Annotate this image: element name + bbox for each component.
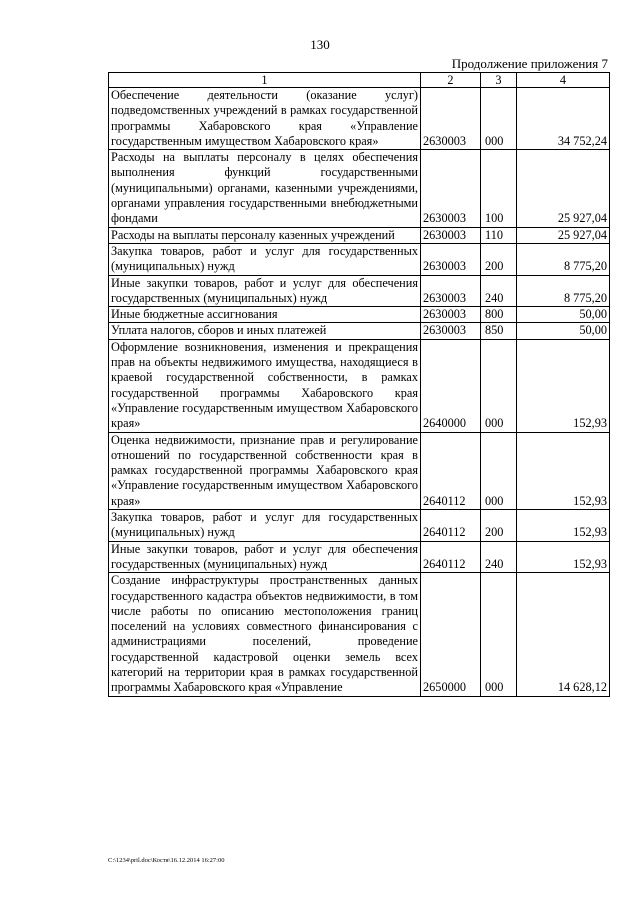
table-row [109, 227, 610, 243]
row-sum: 152,93 [517, 432, 610, 509]
row-csr: 2630003 [421, 150, 481, 227]
table-row [109, 275, 610, 307]
row-csr: 2630003 [421, 323, 481, 339]
row-csr: 2630003 [421, 307, 481, 323]
header-col-1: 1 [109, 73, 421, 88]
header-col-3: 3 [481, 73, 517, 88]
row-name: Иные закупки товаров, работ и услуг для обеспечения государственных (муниципальных) нужд [109, 541, 421, 573]
row-vr: 110 [481, 227, 517, 243]
header-col-2: 2 [421, 73, 481, 88]
table-row [109, 150, 610, 227]
row-vr: 240 [481, 275, 517, 307]
table-header-row [109, 73, 610, 88]
row-vr: 240 [481, 541, 517, 573]
row-sum: 50,00 [517, 323, 610, 339]
row-vr: 200 [481, 510, 517, 542]
row-csr: 2640112 [421, 432, 481, 509]
table-row [109, 573, 610, 696]
row-name: Уплата налогов, сборов и иных платежей [109, 323, 421, 339]
row-vr: 200 [481, 243, 517, 275]
row-name: Создание инфраструктуры пространственных данных государственного кадастра объектов недвижимости, в том числе работы по описанию местоположения границ поселений на условиях совместного финансирования с администрациями поселений, проведение государственной кадастровой оценки земель всех категорий на территории края в рамках государственной программы Хабаровского края «Управление [109, 573, 421, 696]
row-sum: 152,93 [517, 510, 610, 542]
row-sum: 50,00 [517, 307, 610, 323]
row-csr: 2640000 [421, 339, 481, 432]
row-sum: 8 775,20 [517, 275, 610, 307]
budget-table [108, 72, 610, 697]
table-row [109, 323, 610, 339]
row-sum: 25 927,04 [517, 227, 610, 243]
continuation-caption: Продолжение приложения 7 [451, 56, 608, 71]
row-vr: 000 [481, 88, 517, 150]
row-sum: 152,93 [517, 541, 610, 573]
table-row [109, 541, 610, 573]
file-path-footer: C:\1234\pril.doc\Костя\16.12.2014 16:27:00 [108, 857, 225, 864]
table-row [109, 510, 610, 542]
table-row [109, 307, 610, 323]
row-sum: 34 752,24 [517, 88, 610, 150]
row-name: Закупка товаров, работ и услуг для государственных (муниципальных) нужд [109, 243, 421, 275]
table-row [109, 243, 610, 275]
row-vr: 000 [481, 573, 517, 696]
row-csr: 2630003 [421, 243, 481, 275]
row-sum: 25 927,04 [517, 150, 610, 227]
row-csr: 2640112 [421, 541, 481, 573]
row-vr: 850 [481, 323, 517, 339]
row-name: Иные бюджетные ассигнования [109, 307, 421, 323]
row-name: Закупка товаров, работ и услуг для государственных (муниципальных) нужд [109, 510, 421, 542]
row-vr: 800 [481, 307, 517, 323]
row-csr: 2640112 [421, 510, 481, 542]
row-sum: 14 628,12 [517, 573, 610, 696]
row-vr: 100 [481, 150, 517, 227]
row-vr: 000 [481, 339, 517, 432]
row-csr: 2630003 [421, 227, 481, 243]
row-sum: 8 775,20 [517, 243, 610, 275]
row-csr: 2630003 [421, 88, 481, 150]
row-csr: 2650000 [421, 573, 481, 696]
header-col-4: 4 [517, 73, 610, 88]
row-name: Оформление возникновения, изменения и прекращения прав на объекты недвижимого имущества, находящиеся в краевой государственной собственности, в рамках государственной программы Хабаровского края «Управление государственным имуществом Хабаровского края» [109, 339, 421, 432]
row-vr: 000 [481, 432, 517, 509]
row-sum: 152,93 [517, 339, 610, 432]
table-row [109, 339, 610, 432]
row-name: Иные закупки товаров, работ и услуг для обеспечения государственных (муниципальных) нужд [109, 275, 421, 307]
page-number: 130 [310, 37, 330, 52]
row-name: Оценка недвижимости, признание прав и регулирование отношений по государственной собственности края в рамках государственной программы Хабаровского края «Управление государственным имуществом Хабаровского края» [109, 432, 421, 509]
table-row [109, 88, 610, 150]
row-name: Расходы на выплаты персоналу в целях обеспечения выполнения функций государственными (муниципальными) органами, казенными учреждениями, органами управления государственными внебюджетными фондами [109, 150, 421, 227]
table-row [109, 432, 610, 509]
row-name: Расходы на выплаты персоналу казенных учреждений [109, 227, 421, 243]
row-csr: 2630003 [421, 275, 481, 307]
row-name: Обеспечение деятельности (оказание услуг) подведомственных учреждений в рамках государственной программы Хабаровского края «Управление государственным имуществом Хабаровского края» [109, 88, 421, 150]
